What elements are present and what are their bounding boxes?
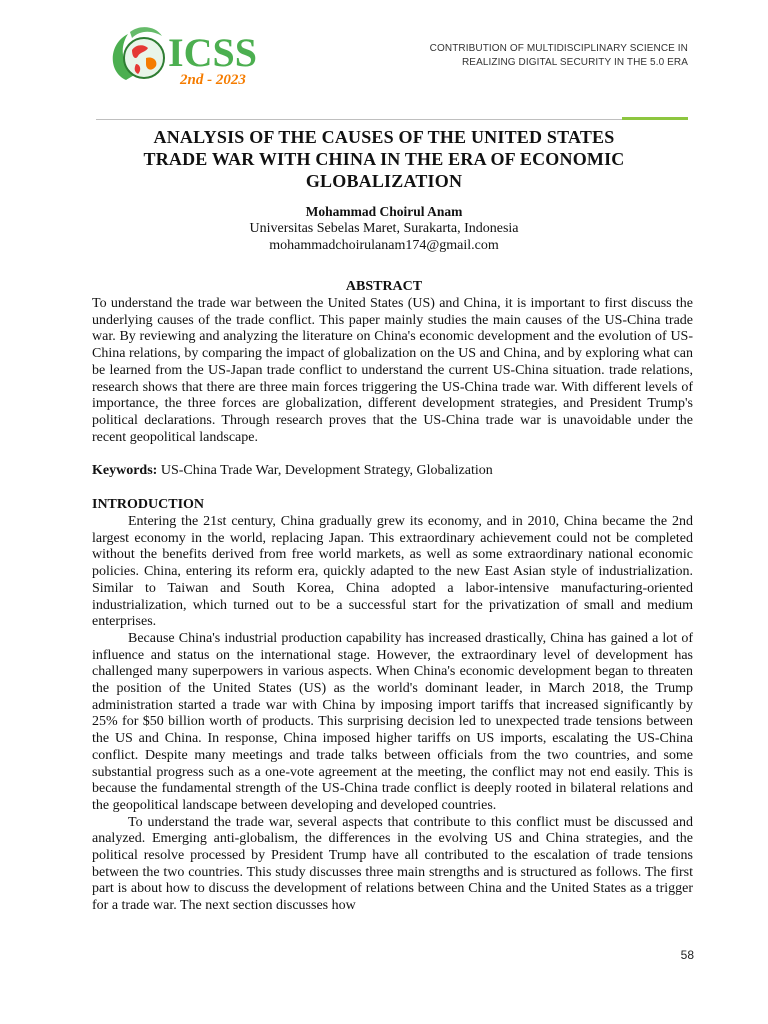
- logo-text: ICSS: [168, 30, 257, 75]
- header-accent-rule: [622, 117, 688, 120]
- conference-logo: [106, 22, 296, 92]
- paper-title: [90, 126, 678, 192]
- intro-paragraph-2: Because China's industrial production capability has increased drastically, China has gained a lot of influence and status on the international stage. However, the extraordinary level of development has challenged many superpowers in various aspects. When China's economic development began to threaten the position of the United States (US) as the world's dominant leader, in March 2018, the Trump administration started a trade war with China by imposing import tariffs that increased significantly by 25% for $50 billion worth of products. This surprising decision led to unexpected trade tensions between the US and China. In response, China imposed higher tariffs on US imports, escalating the US-China conflict. Despite many meetings and trade talks between officials from the two countries, and some substantial progress such as a one-vote agreement at the meeting, the conflict may not end easily. This is because the fundamental strength of the US-China trade conflict is deeply rooted in bilateral relations and the geopolitical landscape between developing and developed countries.: [92, 630, 693, 813]
- header-rule: [96, 119, 622, 120]
- title-line-1: ANALYSIS OF THE CAUSES OF THE UNITED STATES: [153, 127, 615, 147]
- keywords-label: Keywords:: [92, 463, 158, 478]
- introduction-heading: INTRODUCTION: [92, 497, 205, 512]
- author-affiliation: Universitas Sebelas Maret, Surakarta, Indonesia: [249, 221, 519, 236]
- author-name: Mohammad Choirul Anam: [305, 204, 463, 219]
- author-email: mohammadchoirulanam174@gmail.com: [269, 238, 499, 253]
- abstract-heading: ABSTRACT: [345, 279, 423, 294]
- page-number: 58: [680, 948, 694, 962]
- header-tagline: [388, 42, 688, 70]
- intro-paragraph-3: To understand the trade war, several aspects that contribute to this conflict must be discussed and analyzed. Emerging anti-globalism, the differences in the evolving US and China strategies, and the political resolve processed by President Trump have all contributed to the escalation of trade tensions between the two countries. This study discusses three main strengths and is structured as follows. The first part is about how to discuss the development of relations between China and the United States as a trigger for a trade war. The next section discusses how: [92, 814, 693, 914]
- tagline-line-1: CONTRIBUTION OF MULTIDISCIPLINARY SCIENCE IN: [429, 43, 688, 54]
- author-block: [90, 203, 678, 254]
- page-header: [0, 0, 768, 118]
- keywords-value: US-China Trade War, Development Strategy, Globalization: [160, 463, 493, 478]
- title-line-3: GLOBALIZATION: [305, 171, 463, 191]
- leaf-top-shape: [130, 27, 162, 38]
- tagline-line-2: REALIZING DIGITAL SECURITY IN THE 5.0 ERA: [461, 57, 688, 68]
- title-line-2: TRADE WAR WITH CHINA IN THE ERA OF ECONOMIC: [143, 149, 625, 169]
- introduction-section: [92, 514, 693, 915]
- keywords-line: [92, 463, 693, 480]
- logo-edition: 2nd - 2023: [180, 72, 246, 88]
- intro-paragraph-1: Entering the 21st century, China gradually grew its economy, and in 2010, China became the 2nd largest economy in the world, replacing Japan. This extraordinary achievement could not be completed without the benefits derived from free world markets, as well as some extraordinary national economic policies. China, entering its reform era, quickly adapted to the new East Asian style of industrialization. Similar to Taiwan and South Korea, China adopted a labor-intensive manufacturing-oriented industrialization, which turned out to be a successful start for the privatization of small and medium enterprises.: [92, 514, 693, 630]
- abstract-text: To understand the trade war between the United States (US) and China, it is important to first discuss the underlying causes of the trade conflict. This paper mainly studies the main causes of the US-China trade war. By reviewing and analyzing the literature on China's economic development and the evolution of US-China relations, by comparing the impact of globalization on the US and China, and by exploring what can be learned from the US-Japan trade conflict to understand the current US-China situation. trade relations, research shows that there are three main forces triggering the US-China trade war. With different levels of importance, the three forces are globalization, different development strategies, and President Trump's political declarations. Through research proves that the US-China trade war is unavoidable under the recent geopolitical landscape.: [92, 296, 693, 445]
- globe-icon: [124, 38, 164, 78]
